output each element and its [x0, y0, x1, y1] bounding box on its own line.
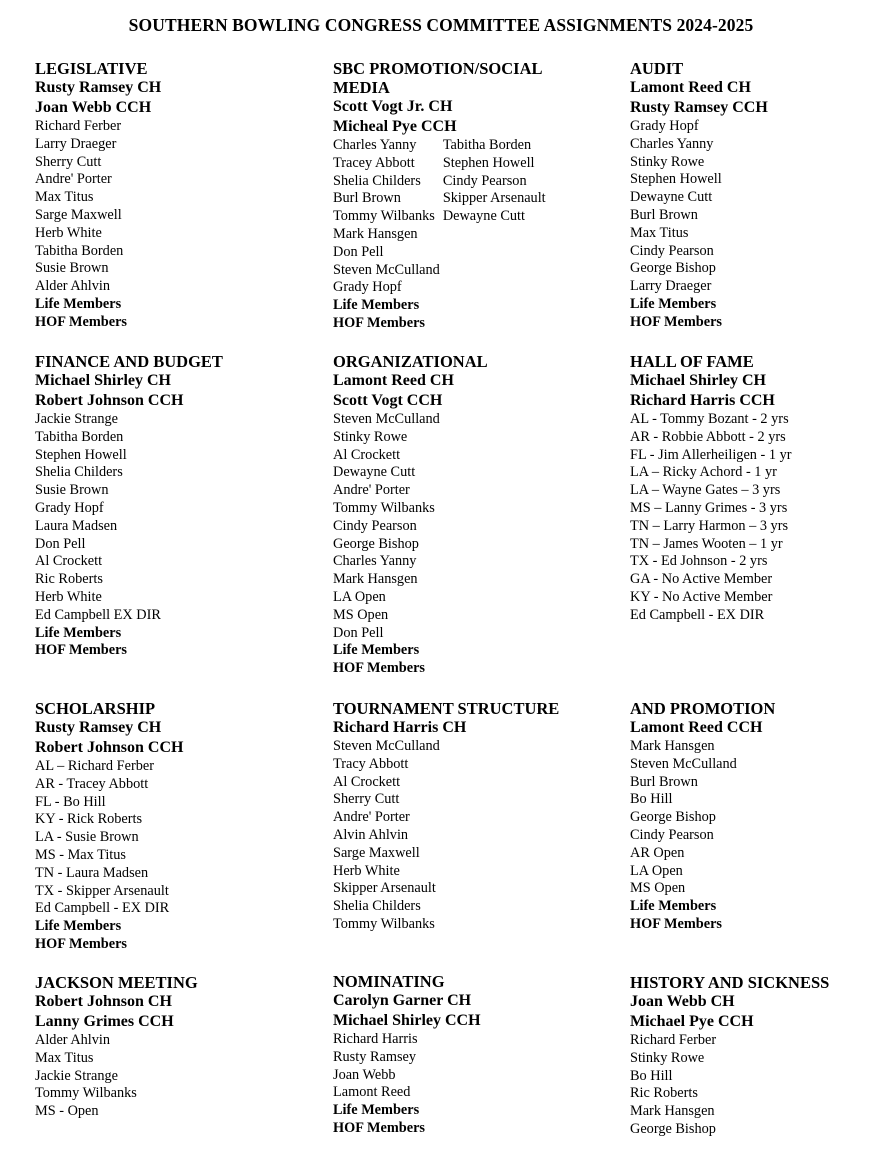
member-name: LA - Susie Brown [35, 829, 139, 846]
member-name: Tabitha Borden [442, 137, 532, 153]
member-name: GA - No Active Member [630, 571, 773, 588]
committee-chair: Lamont Reed CH [630, 79, 751, 96]
committee-chair: Rusty Ramsey CH [35, 719, 162, 736]
member-name: George Bishop [333, 535, 419, 552]
member-name: Cindy Pearson [442, 172, 527, 189]
committee-chair: Michael Shirley CH [630, 372, 766, 389]
member-name: Stephen Howell [35, 446, 127, 463]
member-name: KY - No Active Member [630, 588, 773, 605]
member-name: Alvin Ahlvin [333, 826, 409, 843]
member-name: MS Open [630, 880, 686, 897]
member-name: AL – Richard Ferber [35, 758, 154, 774]
member-group: Life Members [333, 642, 420, 659]
member-name: Cindy Pearson [630, 826, 714, 843]
member-group: HOF Members [630, 915, 722, 932]
member-name: Steven McCulland [333, 738, 440, 754]
committee-title: HALL OF FAME [630, 352, 754, 371]
member-name: Burl Brown [630, 206, 698, 223]
committee-hall-of-fame [630, 352, 791, 625]
member-group: HOF Members [333, 1119, 425, 1136]
member-name: Burl Brown [333, 190, 401, 207]
page-title: SOUTHERN BOWLING CONGRESS COMMITTEE ASSIGNMENTS 2024-2025 [128, 15, 754, 35]
member-name: Mark Hansgen [333, 225, 418, 242]
member-name: Cindy Pearson [333, 517, 417, 534]
committee-chair: Lamont Reed CH [333, 372, 454, 389]
member-name: AR - Tracey Abbott [35, 775, 149, 792]
committee-title: HISTORY AND SICKNESS [630, 973, 830, 992]
member-name: Shelia Childers [333, 172, 421, 189]
member-name: LA Open [630, 862, 683, 879]
committee-finance-and-budget [35, 352, 223, 660]
member-name: Andre' Porter [333, 482, 410, 499]
member-name: FL - Jim Allerheiligen - 1 yr [630, 446, 792, 463]
member-name: AL - Tommy Bozant - 2 yrs [630, 411, 789, 427]
member-name: Dewayne Cutt [333, 464, 416, 481]
member-name: Burl Brown [630, 773, 698, 790]
member-name: Andre' Porter [35, 171, 112, 188]
member-name: Stinky Rowe [630, 153, 705, 170]
committee-chair: Robert Johnson CCH [35, 739, 184, 756]
member-name: Al Crockett [35, 553, 103, 570]
member-name: Shelia Childers [333, 898, 421, 915]
committee-chair: Carolyn Garner CH [333, 992, 472, 1009]
member-name: Herb White [333, 862, 400, 879]
committee-title: NOMINATING [333, 972, 445, 991]
member-columns [333, 137, 546, 226]
member-name: Lamont Reed [333, 1084, 411, 1101]
member-name: Tommy Wilbanks [35, 1085, 137, 1102]
member-name: Ed Campbell - EX DIR [35, 900, 170, 917]
member-name: Charles Yanny [630, 135, 714, 152]
member-name: Sherry Cutt [333, 791, 400, 808]
committee-chair: Michael Shirley CH [35, 372, 171, 389]
member-name: Tommy Wilbanks [333, 915, 435, 932]
member-group: Life Members [333, 1102, 420, 1119]
member-name: Jackie Strange [35, 411, 118, 427]
member-group: HOF Members [333, 660, 425, 677]
member-name: Tabitha Borden [35, 242, 124, 259]
committee-and-promotion [630, 699, 775, 934]
member-name: Richard Harris [333, 1031, 418, 1047]
member-name: Max Titus [35, 1049, 94, 1066]
member-name: George Bishop [630, 1120, 716, 1137]
member-name: TN - Laura Madsen [35, 864, 149, 881]
member-name: Tommy Wilbanks [333, 499, 435, 516]
committee-title: LEGISLATIVE [35, 59, 148, 78]
member-name: TN – James Wooten – 1 yr [630, 535, 783, 552]
committee-chair: Richard Harris CH [333, 719, 467, 736]
member-name: MS - Max Titus [35, 846, 126, 863]
member-name: Don Pell [333, 624, 384, 641]
member-name: Susie Brown [35, 482, 109, 499]
member-name: TN – Larry Harmon – 3 yrs [630, 517, 789, 534]
member-name: Stephen Howell [630, 171, 722, 188]
member-name: KY - Rick Roberts [35, 811, 143, 828]
member-name: Stephen Howell [442, 154, 535, 171]
member-name: Richard Ferber [35, 118, 122, 134]
member-name: AR - Robbie Abbott - 2 yrs [630, 428, 786, 445]
member-name: Richard Ferber [630, 1032, 717, 1048]
member-name: Dewayne Cutt [630, 189, 713, 206]
member-name: Don Pell [333, 243, 384, 260]
member-group: Life Members [35, 295, 122, 312]
member-name: Bo Hill [630, 791, 673, 808]
member-name: Rusty Ramsey [333, 1048, 417, 1065]
member-name: Herb White [35, 588, 102, 605]
member-column-left [333, 137, 435, 226]
member-name: TX - Ed Johnson - 2 yrs [630, 553, 768, 570]
committee-title: FINANCE AND BUDGET [35, 352, 223, 371]
committee-title: TOURNAMENT STRUCTURE [333, 699, 560, 718]
member-name: Tommy Wilbanks [333, 208, 435, 225]
member-name: Tabitha Borden [35, 428, 124, 445]
committee-chair: Scott Vogt CCH [333, 392, 443, 409]
member-name: Shelia Childers [35, 464, 123, 481]
committee-tournament-structure [333, 699, 559, 934]
member-name: Steven McCulland [333, 411, 440, 427]
member-name: Max Titus [35, 189, 94, 206]
member-name: Max Titus [630, 224, 689, 241]
member-name: Al Crockett [333, 773, 401, 790]
member-name: Charles Yanny [333, 137, 417, 153]
committee-title: MEDIA [333, 78, 390, 97]
committee-chair: Robert Johnson CCH [35, 392, 184, 409]
member-group: HOF Members [35, 313, 127, 330]
committee-chair: Rusty Ramsey CCH [630, 99, 768, 116]
member-name: TX - Skipper Arsenault [35, 882, 169, 899]
member-name: Sarge Maxwell [35, 206, 122, 223]
committee-chair: Lanny Grimes CCH [35, 1013, 174, 1030]
member-name: Bo Hill [630, 1067, 673, 1084]
member-name: Dewayne Cutt [442, 208, 525, 225]
member-name: Grady Hopf [35, 499, 104, 516]
committee-nominating [333, 972, 481, 1138]
committee-scholarship [35, 699, 183, 954]
member-name: Larry Draeger [630, 278, 712, 295]
committee-history-and-sickness [630, 973, 829, 1139]
committee-chair: Micheal Pye CCH [333, 118, 457, 135]
committee-jackson-meeting [35, 973, 198, 1121]
committee-promotion-social-media [333, 59, 546, 333]
member-name: Steven McCulland [630, 755, 737, 772]
committee-chair: Michael Shirley CCH [333, 1012, 481, 1029]
member-name: Ed Campbell EX DIR [35, 606, 161, 623]
member-group: HOF Members [35, 935, 127, 952]
member-name: Ric Roberts [630, 1085, 698, 1102]
committee-organizational [333, 352, 488, 678]
member-name: Mark Hansgen [630, 1103, 715, 1120]
member-group: Life Members [630, 295, 717, 312]
member-group: HOF Members [333, 314, 425, 331]
member-name: Tracey Abbott [333, 154, 415, 171]
member-group: HOF Members [35, 642, 127, 659]
member-name: Ric Roberts [35, 571, 103, 588]
member-name: Grady Hopf [333, 279, 402, 296]
committee-title: SBC PROMOTION/SOCIAL [333, 59, 543, 78]
member-name: Skipper Arsenault [442, 190, 546, 207]
member-name: Jackie Strange [35, 1067, 118, 1084]
member-name: Alder Ahlvin [35, 278, 111, 295]
member-name: Skipper Arsenault [333, 880, 436, 897]
committee-title: JACKSON MEETING [35, 973, 198, 992]
committee-legislative [35, 59, 161, 332]
committee-title: ORGANIZATIONAL [333, 352, 488, 371]
committee-title: AUDIT [630, 59, 684, 78]
member-group: Life Members [35, 624, 122, 641]
member-name: Don Pell [35, 535, 86, 552]
member-group: Life Members [35, 918, 122, 935]
member-name: Steven McCulland [333, 261, 440, 278]
member-name: Al Crockett [333, 446, 401, 463]
member-name: LA Open [333, 588, 386, 605]
committee-audit [630, 59, 768, 332]
member-name: Sherry Cutt [35, 153, 102, 170]
committee-title: AND PROMOTION [630, 699, 776, 718]
member-name: Sarge Maxwell [333, 844, 420, 861]
committee-title: SCHOLARSHIP [35, 699, 156, 718]
member-name: George Bishop [630, 260, 716, 277]
member-name: Susie Brown [35, 260, 109, 277]
member-name: LA – Ricky Achord - 1 yr [630, 464, 777, 481]
committee-chair: Joan Webb CCH [35, 99, 152, 116]
member-name: Charles Yanny [333, 553, 417, 570]
member-name: George Bishop [630, 809, 716, 826]
member-name: MS Open [333, 606, 389, 623]
committee-chair: Richard Harris CCH [630, 392, 775, 409]
member-name: Larry Draeger [35, 135, 117, 152]
member-name: Mark Hansgen [630, 738, 715, 754]
member-name: LA – Wayne Gates – 3 yrs [630, 482, 781, 499]
committee-chair: Robert Johnson CH [35, 993, 172, 1010]
member-name: MS – Lanny Grimes - 3 yrs [630, 499, 788, 516]
member-name: Herb White [35, 224, 102, 241]
member-name: Alder Ahlvin [35, 1032, 111, 1048]
member-name: AR Open [630, 844, 685, 861]
member-name: Andre' Porter [333, 809, 410, 826]
member-name: Cindy Pearson [630, 242, 714, 259]
member-name: Tracy Abbott [333, 755, 409, 772]
member-group: Life Members [333, 297, 420, 314]
committee-chair: Rusty Ramsey CH [35, 79, 162, 96]
member-name: FL - Bo Hill [35, 793, 106, 810]
committee-chair: Joan Webb CH [630, 993, 735, 1010]
member-name: Joan Webb [333, 1066, 396, 1083]
committee-chair: Michael Pye CCH [630, 1013, 754, 1030]
member-group: Life Members [630, 898, 717, 915]
member-name: Laura Madsen [35, 517, 118, 534]
member-name: Mark Hansgen [333, 571, 418, 588]
member-group: HOF Members [630, 313, 722, 330]
member-column-right [443, 137, 546, 226]
committee-chair: Scott Vogt Jr. CH [333, 98, 453, 115]
member-name: Grady Hopf [630, 118, 699, 134]
member-name: Stinky Rowe [333, 428, 408, 445]
member-name: Ed Campbell - EX DIR [630, 606, 765, 623]
committee-chair: Lamont Reed CCH [630, 719, 763, 736]
member-name: MS - Open [35, 1103, 99, 1120]
member-name: Stinky Rowe [630, 1049, 705, 1066]
